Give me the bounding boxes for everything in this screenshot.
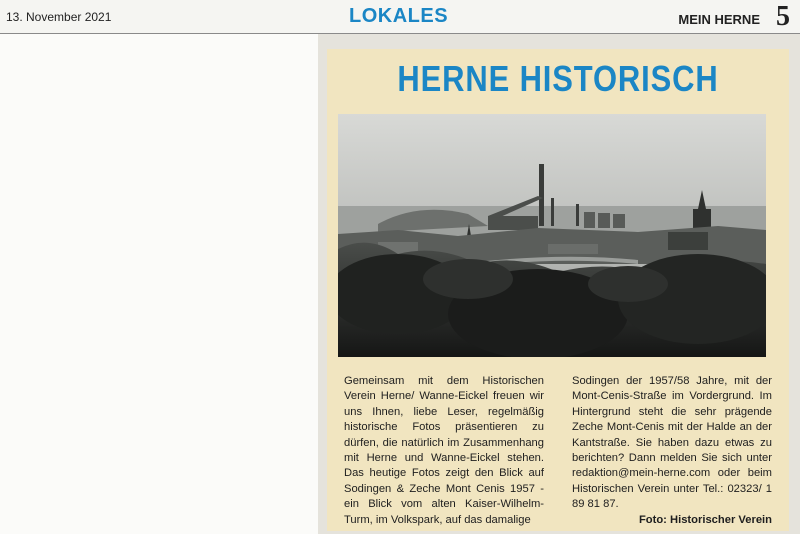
publication-name: MEIN HERNE [678,12,760,27]
body-paragraph-left: Gemeinsam mit dem Historischen Verein Herne/ Wanne-Eickel freuen wir uns Ihnen, liebe Leser, regelmäßig historische Fotos präsentieren zu dürfen, die natürlich im Zusammenhang mit Herne und Wanne-Eickel stehen. Das heutige Fotos zeigt den Blick auf Sodingen & Zeche Mont Cenis 1957 - ein Blick vom alten Kaiser-Wilhelm-Turm, im Volkspark, auf das damalige [344,375,544,526]
photo-credit: Foto: Historischer Verein [638,513,772,526]
page-header [0,0,800,34]
article-title: HERNE HISTORISCH [397,58,719,99]
issue-date: 13. November 2021 [6,10,112,24]
text-column-right [572,374,772,528]
article-box [327,49,789,531]
photo-illustration [338,114,766,357]
text-column-left [344,374,544,528]
body-paragraph-right: Sodingen der 1957/58 Jahre, mit der Mont-Cenis-Straße im Vordergrund. Im Hintergrund steht die sehr prägende Zeche Mont-Cenis mit der Halde an der Kantstraße. Sie haben dazu etwas zu berichten? Dann melden Sie sich unter redaktion@mein-herne.com oder beim Historischen Verein unter Tel.: 02323/ 1 89 81 87. [572,375,772,511]
page-number: 5 [776,1,790,32]
blank-column [0,34,318,534]
historic-photo [338,114,766,357]
section-title: LOKALES [349,5,449,27]
article-text [344,374,772,528]
